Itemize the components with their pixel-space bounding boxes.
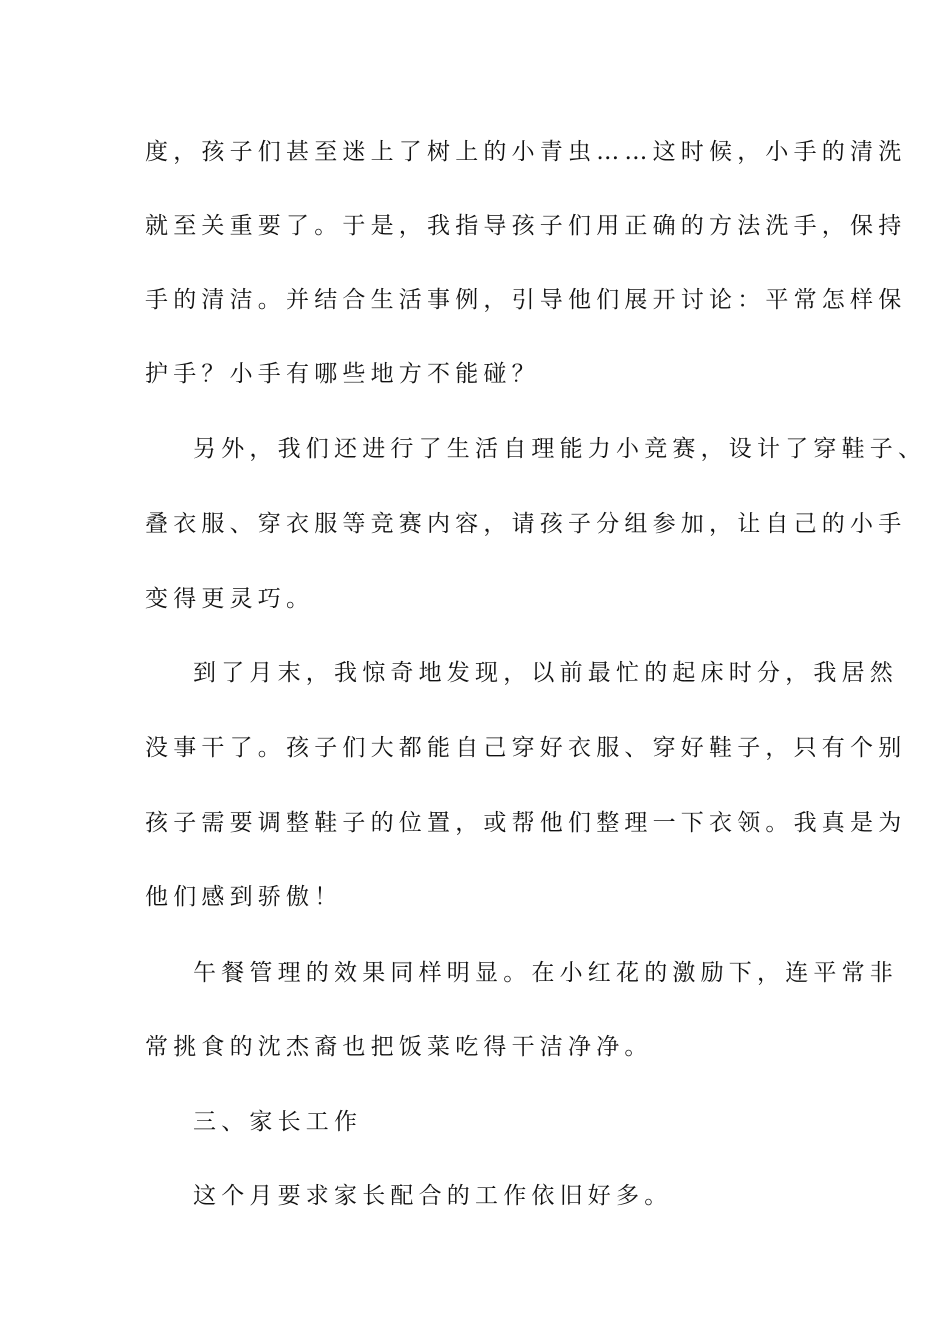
text-line: 度，孩子们甚至迷上了树上的小青虫……这时候，小手的清洗	[145, 139, 907, 165]
text-line: 另外，我们还进行了生活自理能力小竞赛，设计了穿鞋子、	[193, 436, 927, 462]
text-line: 常挑食的沈杰裔也把饭菜吃得干洁净净。	[145, 1034, 653, 1060]
text-line: 手的清洁。并结合生活事例，引导他们展开讨论：平常怎样保	[145, 287, 907, 313]
text-line: 午餐管理的效果同样明显。在小红花的激励下，连平常非	[193, 960, 898, 986]
text-line: 叠衣服、穿衣服等竞赛内容，请孩子分组参加，让自己的小手	[145, 511, 907, 537]
text-line: 没事干了。孩子们大都能自己穿好衣服、穿好鞋子，只有个别	[145, 735, 907, 761]
section-heading: 三、家长工作	[193, 1109, 363, 1135]
text-line: 护手？小手有哪些地方不能碰？	[145, 361, 540, 387]
text-line: 就至关重要了。于是，我指导孩子们用正确的方法洗手，保持	[145, 213, 907, 239]
text-line: 孩子需要调整鞋子的位置，或帮他们整理一下衣领。我真是为	[145, 810, 907, 836]
text-line: 变得更灵巧。	[145, 586, 315, 612]
text-line: 这个月要求家长配合的工作依旧好多。	[193, 1183, 673, 1209]
text-line: 他们感到骄傲！	[145, 884, 343, 910]
text-line: 到了月末，我惊奇地发现，以前最忙的起床时分，我居然	[193, 660, 898, 686]
